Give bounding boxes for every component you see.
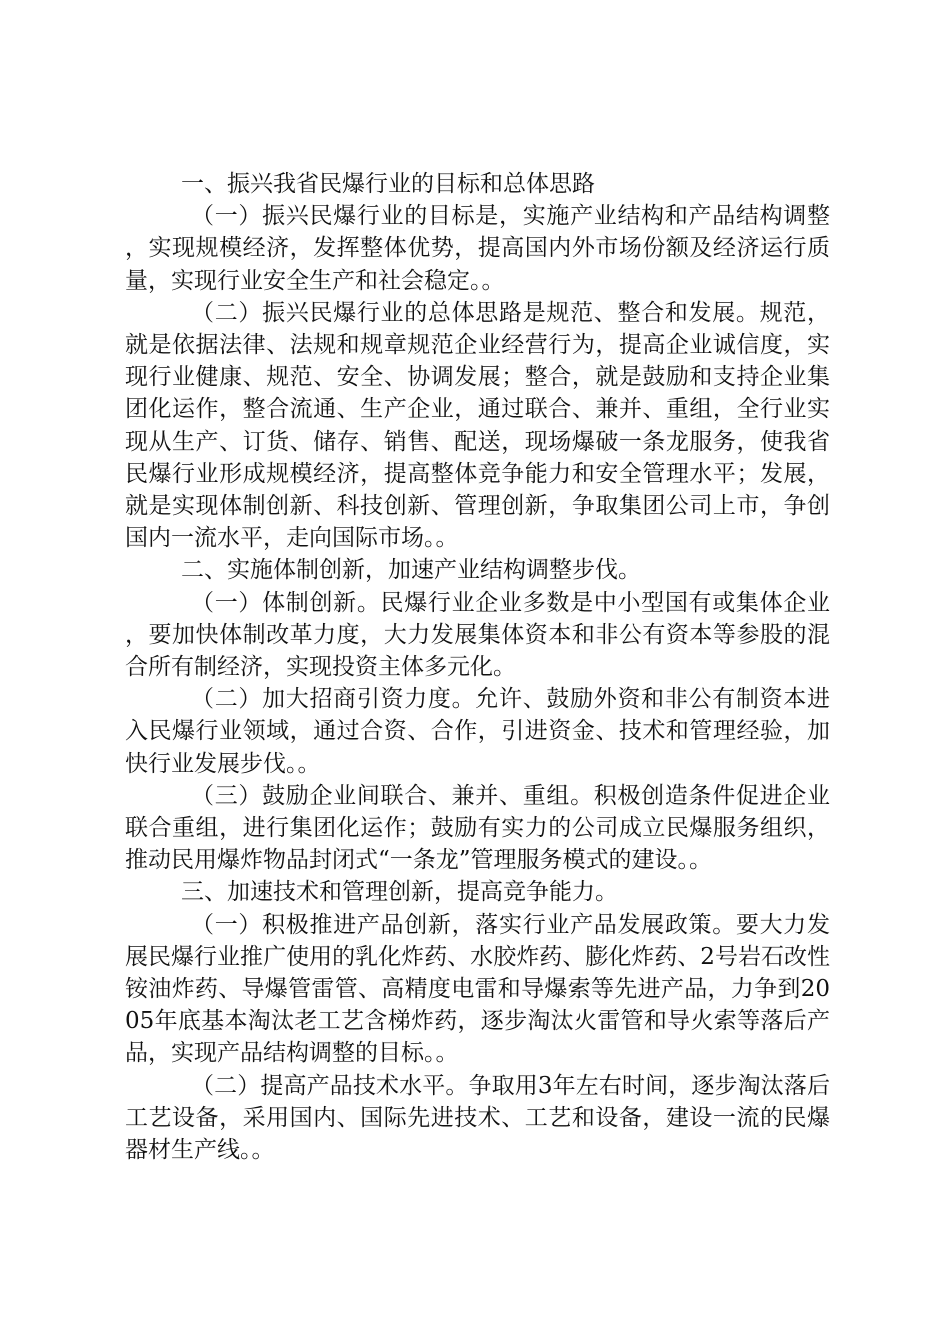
paragraph-2-1: （一）体制创新。民爆行业企业多数是中小型国有或集体企业，要加快体制改革力度，大力发展集体资本和非公有资本等参股的混合所有制经济，实现投资主体多元化。 (125, 589, 830, 681)
document-body (125, 168, 830, 1166)
section-heading-3: 三、加速技术和管理创新，提高竞争能力。 (181, 879, 618, 906)
section-heading-2: 二、实施体制创新，加速产业结构调整步伐。 (181, 557, 641, 584)
paragraph-2-2: （二）加大招商引资力度。允许、鼓励外资和非公有制资本进入民爆行业领域，通过合资、合作，引进资金、技术和管理经验，加快行业发展步伐。。 (125, 686, 830, 777)
section-heading-1: 一、振兴我省民爆行业的目标和总体思路 (181, 171, 595, 197)
paragraph-3-1: （一）积极推进产品创新，落实行业产品发展政策。要大力发展民爆行业推广使用的乳化炸药、水胶炸药、膨化炸药、2号岩石改性铵油炸药、导爆管雷管、高精度电雷和导爆索等先进产品，力争到2005年底基本淘汰老工艺含梯炸药，逐步淘汰火雷管和导火索等落后产品，实现产品结构调整的目标。。 (125, 911, 830, 1067)
paragraph-2-3: （三）鼓励企业间联合、兼并、重组。积极创造条件促进企业联合重组，进行集团化运作；鼓励有实力的公司成立民爆服务组织，推动民用爆炸物品封闭式“一条龙”管理服务模式的建设。。 (125, 782, 830, 874)
paragraph-1-1: （一）振兴民爆行业的目标是，实施产业结构和产品结构调整，实现规模经济，发挥整体优势，提高国内外市场份额及经济运行质量，实现行业安全生产和社会稳定。。 (125, 203, 830, 294)
paragraph-1-2: （二）振兴民爆行业的总体思路是规范、整合和发展。规范，就是依据法律、法规和规章规范企业经营行为，提高企业诚信度，实现行业健康、规范、安全、协调发展；整合，就是鼓励和支持企业集团化运作，整合流通、生产企业，通过联合、兼并、重组，全行业实现从生产、订货、储存、销售、配送，现场爆破一条龙服务，使我省民爆行业形成规模经济，提高整体竞争能力和安全管理水平；发展，就是实现体制创新、科技创新、管理创新，争取集团公司上市，争创国内一流水平，走向国际市场。。 (125, 299, 830, 552)
paragraph-3-2: （二）提高产品技术水平。争取用3年左右时间，逐步淘汰落后工艺设备，采用国内、国际先进技术、工艺和设备，建设一流的民爆器材生产线。。 (125, 1072, 830, 1164)
